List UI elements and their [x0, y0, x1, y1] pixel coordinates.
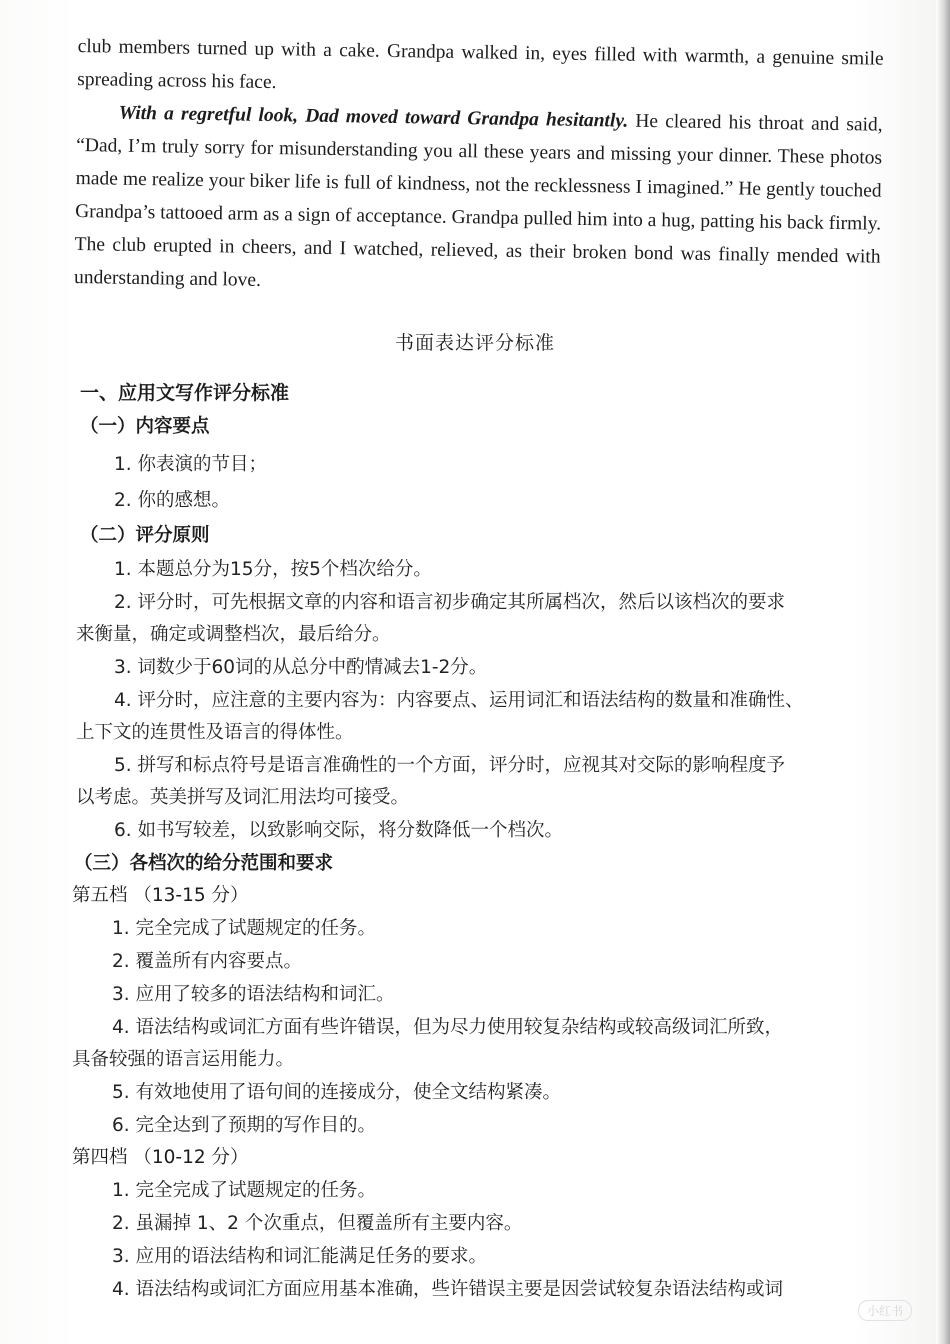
story-paragraph-2: [74, 96, 883, 307]
principle-4-line-2: 上下文的连贯性及语言的得体性。: [76, 722, 354, 743]
tier-5-item-5: 5. 有效地使用了语句间的连接成分，使全文结构紧凑。: [112, 1082, 562, 1103]
story-emphasized-sentence: With a regretful look, Dad moved toward Grandpa hesitantly.: [118, 102, 629, 132]
content-point-1: 1. 你表演的节目；: [114, 454, 268, 475]
story-paragraph-1: club members turned up with a cake. Grandpa walked in, eyes filled with warmth, a genuine smile spreading across his face.: [77, 35, 884, 94]
tier-4-label: 第四档 （10-12 分）: [72, 1147, 249, 1168]
principle-1: 1. 本题总分为15分，按5个档次给分。: [114, 559, 432, 580]
principle-5-line-2: 以考虑。英美拼写及词汇用法均可接受。: [76, 787, 410, 808]
subheading-content-points: （一）内容要点: [80, 416, 210, 437]
principle-4-line-1: 4. 评分时，应注意的主要内容为：内容要点、运用词汇和语法结构的数量和准确性、: [114, 690, 804, 711]
subheading-scoring-principles: （二）评分原则: [80, 525, 210, 546]
rubric-title: 书面表达评分标准: [394, 332, 555, 354]
tier-5-item-4-line-2: 具备较强的语言运用能力。: [72, 1049, 295, 1070]
content-point-2: 2. 你的感想。: [114, 490, 231, 511]
tier-4-item-1: 1. 完全完成了试题规定的任务。: [112, 1180, 377, 1201]
tier-4-item-4: 4. 语法结构或词汇方面应用基本准确，些许错误主要是因尝试较复杂语法结构或词: [112, 1279, 784, 1300]
story-paragraph-2-text: He cleared his throat and said, “Dad, I’m truly sorry for misunderstanding you all these years and missing your dinner. These photos made me realize your biker life is full of kindness, not the recklessness I imagined.” He gently touched Grandpa’s tattooed arm as a sign of acceptance. Grandpa pulled him into a hug, patting his back firmly. The club erupted in cheers, and I watched, relieved, as their broken bond was finally mended with understanding and love.: [73, 110, 883, 291]
principle-5-line-1: 5. 拼写和标点符号是语言准确性的一个方面，评分时，应视其对交际的影响程度予: [114, 755, 786, 776]
tier-5-label: 第五档 （13-15 分）: [72, 885, 249, 906]
tier-5-item-6: 6. 完全达到了预期的写作目的。: [112, 1115, 377, 1136]
tier-4-item-2: 2. 虽漏掉 1、2 个次重点，但覆盖所有主要内容。: [112, 1213, 523, 1234]
principle-2-line-1: 2. 评分时，可先根据文章的内容和语言初步确定其所属档次，然后以该档次的要求: [114, 592, 786, 613]
book-spine-shadow: [936, 0, 950, 1344]
principle-2-line-2: 来衡量，确定或调整档次，最后给分。: [76, 624, 391, 645]
tier-5-item-1: 1. 完全完成了试题规定的任务。: [112, 918, 377, 939]
principle-6: 6. 如书写较差，以致影响交际，将分数降低一个档次。: [114, 820, 564, 841]
tier-5-item-2: 2. 覆盖所有内容要点。: [112, 951, 303, 972]
tier-4-item-3: 3. 应用的语法结构和词汇能满足任务的要求。: [112, 1246, 488, 1267]
tier-5-item-3: 3. 应用了较多的语法结构和词汇。: [112, 984, 395, 1005]
principle-3: 3. 词数少于60词的从总分中酌情减去1-2分。: [114, 657, 488, 678]
subheading-score-bands: （三）各档次的给分范围和要求: [74, 853, 334, 874]
story-passage: [74, 30, 884, 307]
section-heading-applied-writing: 一、应用文写作评分标准: [80, 382, 290, 404]
tier-5-item-4-line-1: 4. 语法结构或词汇方面有些许错误，但为尽力使用较复杂结构或较高级词汇所致，: [112, 1017, 784, 1038]
watermark-logo: 小红书: [858, 1300, 912, 1321]
